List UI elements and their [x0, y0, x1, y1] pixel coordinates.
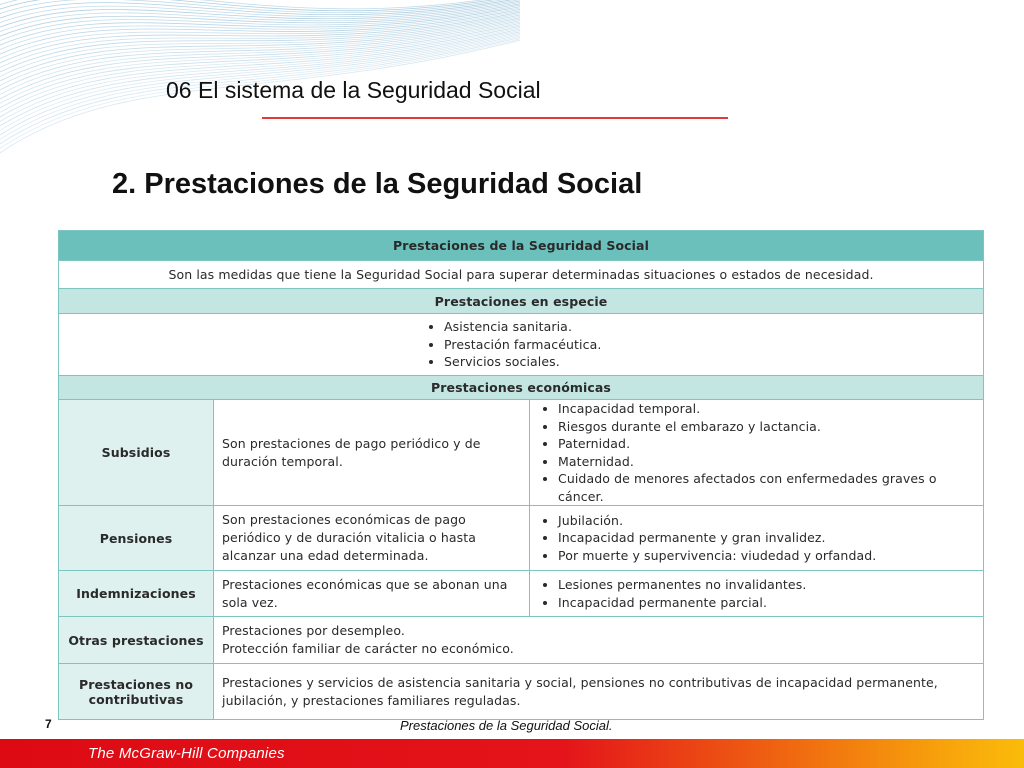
no-contributivas-cell — [214, 664, 984, 720]
no-contributivas-text: Prestaciones y servicios de asistencia sanitaria y social, pensiones no contributivas de incapacidad permanente, jubilación, y prestaciones familiares reguladas. — [222, 674, 938, 708]
list-item: • Prestación farmacéutica. — [444, 336, 975, 354]
list-item: • Riesgos durante el embarazo y lactancia. — [558, 418, 975, 436]
chapter-title: 06 El sistema de la Seguridad Social — [166, 77, 541, 103]
description-text: Son prestaciones económicas de pago periódico y de duración vitalicia o hasta alcanzar una edad determinada. — [222, 512, 477, 563]
list-item: • Incapacidad temporal. — [558, 400, 975, 418]
table-row — [59, 571, 984, 617]
table-title-row — [59, 231, 984, 261]
row-label-otras: Otras prestaciones — [59, 617, 214, 664]
table-row — [59, 506, 984, 571]
indemnizaciones-list — [538, 576, 975, 611]
especie-header-row — [59, 289, 984, 314]
especie-list — [424, 318, 975, 371]
row-description — [214, 400, 530, 506]
especie-items-row — [59, 314, 984, 376]
definition-row — [59, 261, 984, 289]
table-row — [59, 664, 984, 720]
otras-line: Prestaciones por desempleo. — [222, 623, 405, 638]
subsidios-list — [538, 400, 975, 505]
table-title: Prestaciones de la Seguridad Social — [59, 231, 984, 261]
row-items — [530, 506, 984, 571]
publisher-logo: The McGraw-Hill Companies — [88, 745, 285, 762]
otras-cell — [214, 617, 984, 664]
row-description — [214, 571, 530, 617]
description-text: Prestaciones económicas que se abonan una sola vez. — [222, 576, 508, 610]
list-item: • Incapacidad permanente parcial. — [558, 594, 975, 612]
title-divider — [262, 117, 728, 119]
row-label-indemnizaciones: Indemnizaciones — [59, 571, 214, 617]
otras-line: Protección familiar de carácter no económico. — [222, 641, 514, 656]
list-item: • Jubilación. — [558, 512, 975, 530]
economicas-header-row — [59, 376, 984, 400]
table-row — [59, 400, 984, 506]
economicas-header: Prestaciones económicas — [59, 376, 984, 400]
row-items — [530, 571, 984, 617]
especie-items-cell — [59, 314, 984, 376]
footer-bar — [0, 739, 1024, 768]
row-items — [530, 400, 984, 506]
list-item: • Servicios sociales. — [444, 353, 975, 371]
page-number: 7 — [45, 717, 52, 731]
list-item: • Paternidad. — [558, 435, 975, 453]
list-item: • Incapacidad permanente y gran invalidez. — [558, 529, 975, 547]
row-label-subsidios: Subsidios — [59, 400, 214, 506]
table-definition: Son las medidas que tiene la Seguridad Social para superar determinadas situaciones o estados de necesidad. — [59, 261, 984, 289]
list-item: • Cuidado de menores afectados con enfermedades graves o cáncer. — [558, 470, 975, 505]
list-item: • Por muerte y supervivencia: viudedad y orfandad. — [558, 547, 975, 565]
page-title: 2. Prestaciones de la Seguridad Social — [112, 168, 643, 200]
list-item: • Maternidad. — [558, 453, 975, 471]
pensiones-list — [538, 512, 975, 565]
benefits-table — [58, 230, 984, 720]
table-row — [59, 617, 984, 664]
list-item: • Asistencia sanitaria. — [444, 318, 975, 336]
row-label-no-contributivas: Prestaciones no contributivas — [59, 664, 214, 720]
table-caption: Prestaciones de la Seguridad Social. — [400, 718, 613, 733]
description-text: Son prestaciones de pago periódico y de duración temporal. — [222, 435, 481, 469]
list-item: • Lesiones permanentes no invalidantes. — [558, 576, 975, 594]
especie-header: Prestaciones en especie — [59, 289, 984, 314]
row-label-pensiones: Pensiones — [59, 506, 214, 571]
row-description — [214, 506, 530, 571]
